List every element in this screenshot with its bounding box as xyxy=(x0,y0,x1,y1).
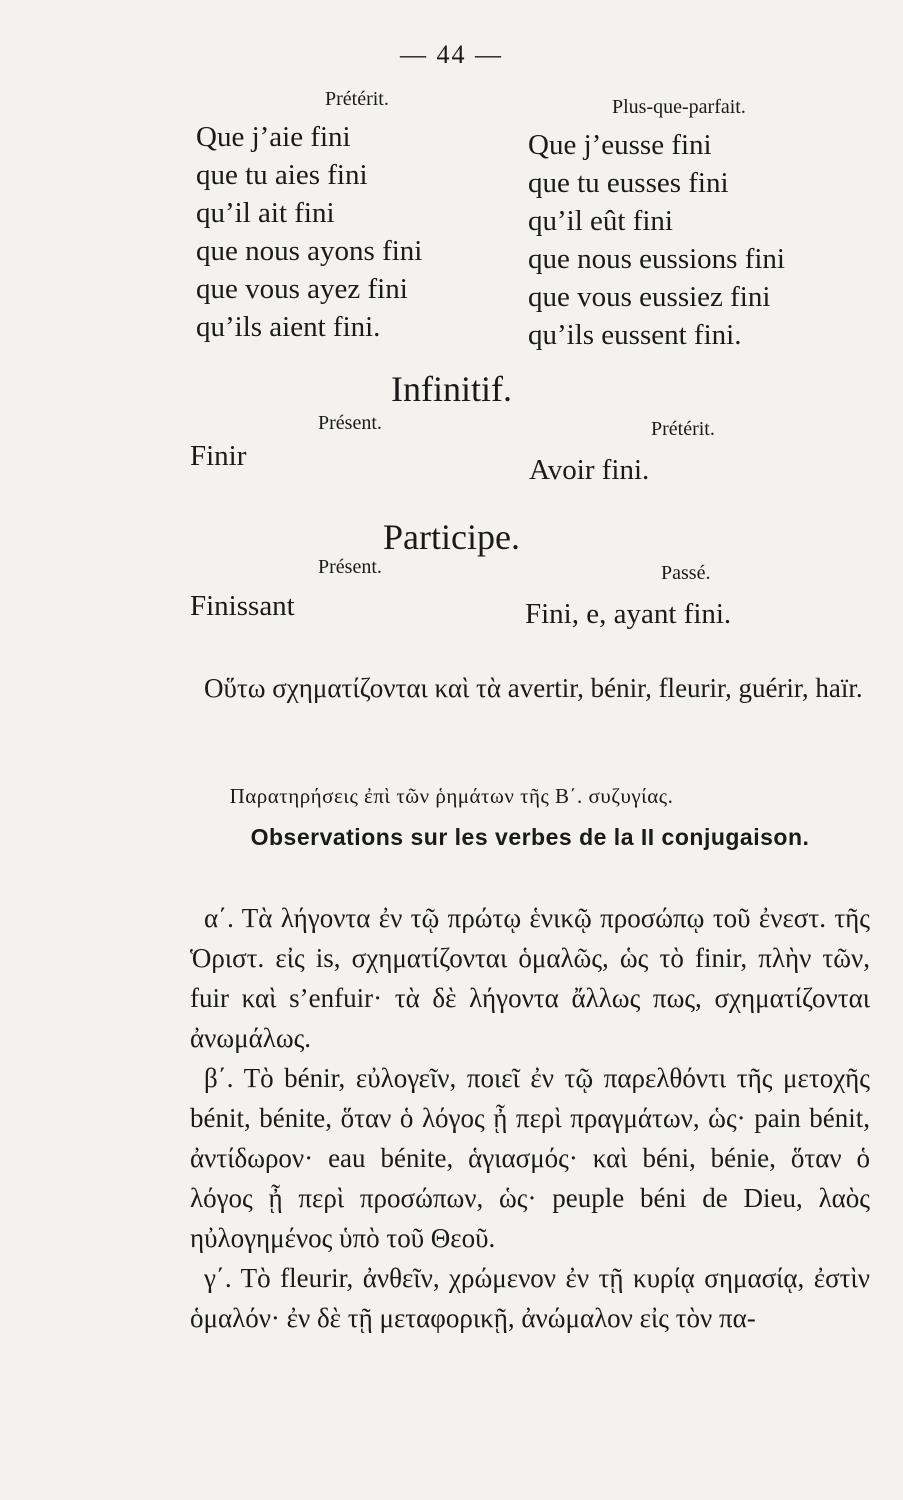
conjugation-line: Que j’aie fini xyxy=(196,121,351,153)
conjugation-line: que nous ayons fini xyxy=(196,235,423,267)
observation-alpha: α΄. Τὰ λήγοντα ἐν τῷ πρώτῳ ἑνικῷ προσώπῳ τοῦ ἐνεστ. τῆς Ὁριστ. εἰς is, σχηματίζονται ὁμαλῶς, ὡς τὸ finir, πλὴν τῶν, fuir καὶ s’enfuir· τὰ δὲ λήγοντα ἄλλως πως, σχηματίζονται ἀνωμάλως. xyxy=(190,903,870,1053)
conjugation-line: que vous ayez fini xyxy=(196,273,408,305)
observation-gamma: γ΄. Τὸ fleurir, ἀνθεῖν, χρώμενον ἐν τῇ κυρίᾳ σημασίᾳ, ἐστὶν ὁμαλόν· ἐν δὲ τῇ μεταφορικῇ, ἀνώμαλον εἰς τὸν πα- xyxy=(190,1263,870,1333)
note-text: Οὕτω σχηματίζονται καὶ τὰ avertir, bénir, fleurir, guérir, haïr. xyxy=(204,673,863,703)
conjugation-line: qu’ils eussent fini. xyxy=(528,319,742,351)
conjugation-line: que vous eussiez fini xyxy=(528,281,771,313)
conjugation-note xyxy=(190,668,870,708)
page-number: — 44 — xyxy=(400,40,503,69)
participe-present-label: Présent. xyxy=(318,556,382,578)
plus-que-parfait-conjugation xyxy=(528,126,785,354)
preterit-heading: Prétérit. xyxy=(325,88,389,110)
preterit-conjugation xyxy=(196,118,422,346)
conjugation-line: qu’il eût fini xyxy=(528,205,673,237)
infinitif-present-label: Présent. xyxy=(318,412,382,434)
plus-que-parfait-heading: Plus-que-parfait. xyxy=(612,96,746,118)
observation-beta: β΄. Τὸ bénir, εὐλογεῖν, ποιεῖ ἐν τῷ παρελθόντι τῆς μετοχῆς bénit, bénite, ὅταν ὁ λόγος ᾖ περὶ πραγμάτων, ὡς· pain bénit, ἀντίδωρον· eau bénite, ἁγιασμός· καὶ béni, bénie, ὅταν ὁ λόγος ᾖ περὶ προσώπων, ὡς· peuple béni de Dieu, λαὸς ηὐλογημένος ὑπὸ τοῦ Θεοῦ. xyxy=(190,1063,870,1253)
conjugation-line: qu’ils aient fini. xyxy=(196,311,381,343)
conjugation-line: que nous eussions fini xyxy=(528,243,785,275)
conjugation-line: que tu aies fini xyxy=(196,159,368,191)
french-observations-heading: Observations sur les verbes de la II conjugaison. xyxy=(250,824,810,850)
participe-passe-label: Passé. xyxy=(661,562,711,584)
observations-body xyxy=(190,898,870,1338)
infinitif-preterit-label: Prétérit. xyxy=(651,418,715,440)
conjugation-line: que tu eusses fini xyxy=(528,167,729,199)
infinitif-preterit-form: Avoir fini. xyxy=(529,454,650,486)
greek-observations-heading: Παρατηρήσεις ἐπὶ τῶν ῥημάτων τῆς Β΄. συζυγίας. xyxy=(229,784,674,808)
participe-present-form: Finissant xyxy=(190,590,295,622)
conjugation-line: Que j’eusse fini xyxy=(528,129,712,161)
participe-title: Participe. xyxy=(383,517,520,557)
infinitif-title: Infinitif. xyxy=(391,369,512,409)
conjugation-line: qu’il ait fini xyxy=(196,197,335,229)
infinitif-present-form: Finir xyxy=(190,440,247,472)
participe-passe-form: Fini, e, ayant fini. xyxy=(525,598,732,630)
